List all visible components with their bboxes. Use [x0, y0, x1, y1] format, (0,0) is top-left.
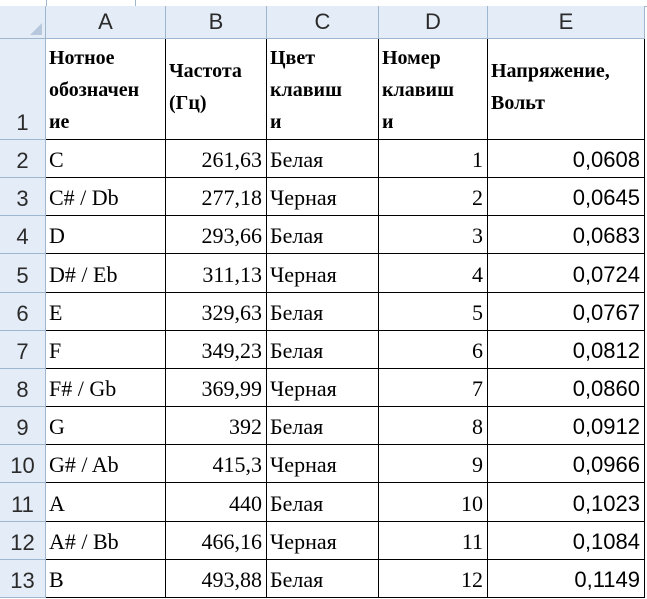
key-color-cell[interactable]: Черная: [267, 178, 379, 216]
key-number-cell[interactable]: 11: [379, 522, 488, 560]
row-header-10[interactable]: 10: [0, 445, 46, 483]
select-all-button[interactable]: [0, 6, 46, 39]
header-cell-text: [379, 39, 487, 138]
header-cell-text: [267, 39, 378, 138]
key-color-cell[interactable]: Белая: [267, 483, 379, 522]
key-color-cell[interactable]: Черная: [267, 445, 379, 483]
note-cell[interactable]: G: [46, 407, 166, 445]
header-cell[interactable]: [379, 39, 488, 140]
row-header-11[interactable]: 11: [0, 483, 46, 522]
row-header-6[interactable]: 6: [0, 293, 46, 331]
note-cell[interactable]: F# / Gb: [46, 369, 166, 407]
header-text-line: клавиш: [382, 79, 454, 101]
voltage-cell[interactable]: 0,1084: [488, 522, 645, 560]
column-header-d[interactable]: D: [379, 6, 488, 39]
note-cell[interactable]: G# / Ab: [46, 445, 166, 483]
header-cell-text: [166, 39, 266, 119]
frequency-cell[interactable]: 415,3: [166, 445, 267, 483]
key-number-cell[interactable]: 1: [379, 140, 488, 178]
row-header-8[interactable]: 8: [0, 369, 46, 407]
note-cell[interactable]: D: [46, 216, 166, 254]
frequency-cell[interactable]: 261,63: [166, 140, 267, 178]
row-header-3[interactable]: 3: [0, 178, 46, 216]
voltage-cell[interactable]: 0,0645: [488, 178, 645, 216]
row-header-7[interactable]: 7: [0, 331, 46, 369]
row-header-12[interactable]: 12: [0, 522, 46, 560]
frequency-cell[interactable]: 329,63: [166, 293, 267, 331]
voltage-cell[interactable]: 0,0966: [488, 445, 645, 483]
key-color-cell[interactable]: Белая: [267, 216, 379, 254]
frequency-cell[interactable]: 349,23: [166, 331, 267, 369]
note-cell[interactable]: B: [46, 560, 166, 598]
key-color-cell[interactable]: Черная: [267, 522, 379, 560]
key-color-cell[interactable]: Белая: [267, 331, 379, 369]
voltage-cell[interactable]: 0,0724: [488, 254, 645, 293]
frequency-cell[interactable]: 493,88: [166, 560, 267, 598]
header-cell[interactable]: [267, 39, 379, 140]
key-number-cell[interactable]: 8: [379, 407, 488, 445]
key-number-cell[interactable]: 9: [379, 445, 488, 483]
note-cell[interactable]: D# / Eb: [46, 254, 166, 293]
header-text-line: Напряжение,: [491, 60, 610, 82]
header-text-line: Нотное: [49, 47, 115, 69]
header-text-line: Цвет: [270, 47, 316, 69]
header-text-line: и: [270, 111, 282, 133]
note-cell[interactable]: E: [46, 293, 166, 331]
key-color-cell[interactable]: Белая: [267, 293, 379, 331]
column-header-a[interactable]: A: [46, 6, 166, 39]
key-number-cell[interactable]: 12: [379, 560, 488, 598]
header-text-line: и: [382, 111, 394, 133]
key-number-cell[interactable]: 2: [379, 178, 488, 216]
frequency-cell[interactable]: 293,66: [166, 216, 267, 254]
key-color-cell[interactable]: Белая: [267, 560, 379, 598]
note-cell[interactable]: A: [46, 483, 166, 522]
header-text-line: Вольт: [491, 92, 545, 114]
voltage-cell[interactable]: 0,0912: [488, 407, 645, 445]
header-cell-text: [488, 39, 644, 119]
note-cell[interactable]: C: [46, 140, 166, 178]
row-header-5[interactable]: 5: [0, 254, 46, 293]
frequency-cell[interactable]: 311,13: [166, 254, 267, 293]
header-text-line: клавиш: [270, 79, 342, 101]
key-number-cell[interactable]: 5: [379, 293, 488, 331]
key-color-cell[interactable]: Черная: [267, 254, 379, 293]
voltage-cell[interactable]: 0,0812: [488, 331, 645, 369]
header-cell[interactable]: [166, 39, 267, 140]
header-text-line: ие: [49, 111, 70, 133]
column-header-b[interactable]: B: [166, 6, 267, 39]
header-text-line: Частота: [169, 60, 242, 82]
header-text-line: (Гц): [169, 92, 207, 114]
select-all-triangle-icon: [30, 23, 42, 35]
voltage-cell[interactable]: 0,0683: [488, 216, 645, 254]
voltage-cell[interactable]: 0,0767: [488, 293, 645, 331]
row-header-9[interactable]: 9: [0, 407, 46, 445]
frequency-cell[interactable]: 466,16: [166, 522, 267, 560]
column-header-c[interactable]: C: [267, 6, 379, 39]
key-number-cell[interactable]: 10: [379, 483, 488, 522]
frequency-cell[interactable]: 369,99: [166, 369, 267, 407]
row-header-4[interactable]: 4: [0, 216, 46, 254]
key-color-cell[interactable]: Белая: [267, 140, 379, 178]
key-number-cell[interactable]: 7: [379, 369, 488, 407]
note-cell[interactable]: C# / Db: [46, 178, 166, 216]
header-text-line: обозначен: [49, 79, 140, 101]
key-color-cell[interactable]: Черная: [267, 369, 379, 407]
key-number-cell[interactable]: 4: [379, 254, 488, 293]
frequency-cell[interactable]: 392: [166, 407, 267, 445]
header-cell-text: [46, 39, 165, 138]
voltage-cell[interactable]: 0,1023: [488, 483, 645, 522]
key-number-cell[interactable]: 3: [379, 216, 488, 254]
note-cell[interactable]: A# / Bb: [46, 522, 166, 560]
frequency-cell[interactable]: 440: [166, 483, 267, 522]
voltage-cell[interactable]: 0,1149: [488, 560, 645, 598]
voltage-cell[interactable]: 0,0608: [488, 140, 645, 178]
header-cell[interactable]: [46, 39, 166, 140]
column-header-e[interactable]: E: [488, 6, 645, 39]
note-cell[interactable]: F: [46, 331, 166, 369]
frequency-cell[interactable]: 277,18: [166, 178, 267, 216]
row-header-2[interactable]: 2: [0, 140, 46, 178]
header-cell[interactable]: [488, 39, 645, 140]
voltage-cell[interactable]: 0,0860: [488, 369, 645, 407]
row-header-13[interactable]: 13: [0, 560, 46, 598]
row-header-1[interactable]: 1: [0, 39, 46, 140]
key-number-cell[interactable]: 6: [379, 331, 488, 369]
key-color-cell[interactable]: Белая: [267, 407, 379, 445]
header-text-line: Номер: [382, 47, 441, 69]
